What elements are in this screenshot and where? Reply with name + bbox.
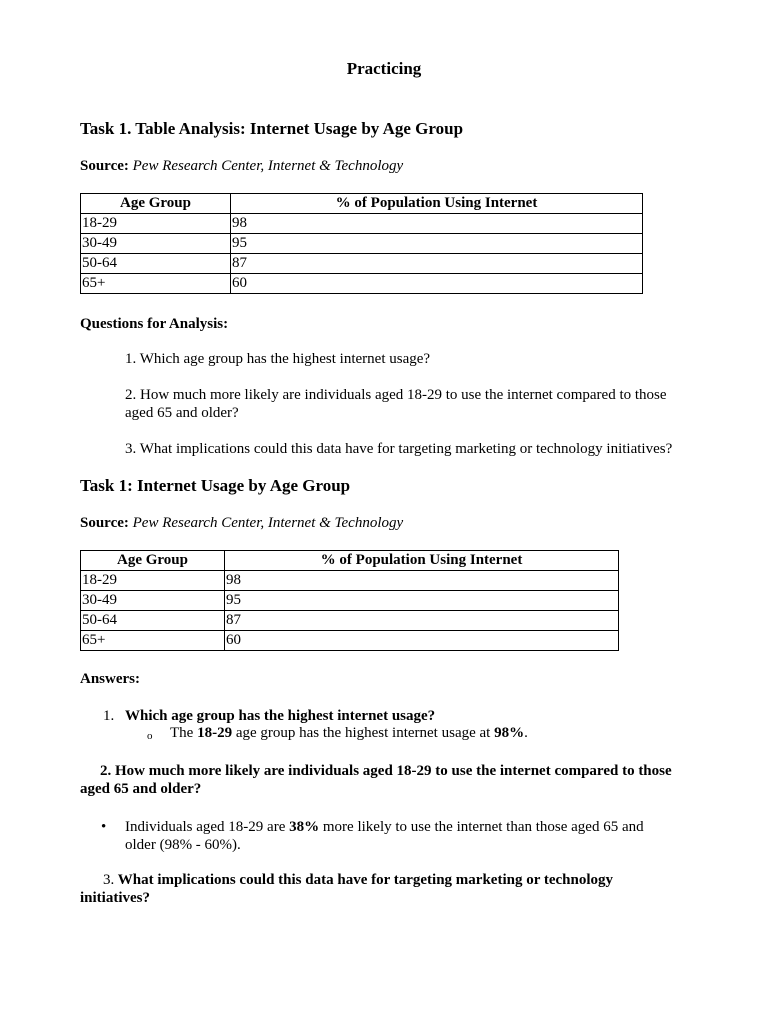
- table-cell: 87: [231, 254, 643, 274]
- answer-bold-part: 38%: [289, 819, 320, 835]
- table-cell: 50-64: [81, 254, 231, 274]
- table-row: [81, 631, 619, 651]
- question-item: 3. What implications could this data have for targeting marketing or technology initiatives?: [125, 441, 673, 457]
- document-title: Practicing: [346, 59, 422, 78]
- circle-bullet-icon: o: [147, 730, 153, 742]
- answers-heading: Answers:: [80, 671, 140, 687]
- answer-text-part: Individuals aged 18-29 are: [125, 819, 290, 835]
- bullet-icon: •: [101, 819, 107, 835]
- table-cell: 30-49: [81, 234, 231, 254]
- answer3-question-text: What implications could this data have for targeting marketing or technology initiatives?: [80, 872, 614, 906]
- table-cell: 87: [225, 611, 619, 631]
- answer-text-part: .: [524, 725, 528, 741]
- table-row: [81, 571, 619, 591]
- column-header: Age Group: [81, 551, 225, 571]
- table-cell: 60: [231, 274, 643, 294]
- answer3-question: [80, 871, 640, 907]
- column-header: Age Group: [81, 194, 231, 214]
- answer-text-part: more likely to use the internet than those aged 65 and older (98% - 60%).: [125, 819, 644, 853]
- questions-heading: Questions for Analysis:: [80, 316, 229, 332]
- question-item: 2. How much more likely are individuals aged 18-29 to use the internet compared to those aged 65 and older?: [125, 387, 667, 421]
- table-cell: 30-49: [81, 591, 225, 611]
- table-cell: 65+: [81, 274, 231, 294]
- column-header: % of Population Using Internet: [231, 194, 643, 214]
- answer2-text: [125, 818, 665, 854]
- table-row: [81, 274, 643, 294]
- table-cell: 98: [225, 571, 619, 591]
- table-cell: 18-29: [81, 214, 231, 234]
- table-cell: 98: [231, 214, 643, 234]
- table-cell: 95: [231, 234, 643, 254]
- table-cell: 95: [225, 591, 619, 611]
- table-row: [81, 611, 619, 631]
- task1b-table: [80, 550, 619, 651]
- task1-table: [80, 193, 643, 294]
- table-header-row: [81, 194, 643, 214]
- table-row: [81, 234, 643, 254]
- answer-bold-part: 98%: [494, 725, 525, 741]
- answer1-question: Which age group has the highest internet usage?: [125, 708, 436, 724]
- task1b-heading: Task 1: Internet Usage by Age Group: [80, 476, 351, 495]
- answer-bold-part: 18-29: [197, 725, 233, 741]
- answer1-number: 1.: [103, 708, 115, 724]
- table-cell: 60: [225, 631, 619, 651]
- task1b-source: [80, 514, 403, 532]
- task1-heading: Task 1. Table Analysis: Internet Usage by Age Group: [80, 119, 464, 138]
- source-label: Source:: [80, 515, 129, 531]
- table-cell: 65+: [81, 631, 225, 651]
- source-value: Pew Research Center, Internet & Technology: [132, 158, 404, 174]
- source-value: Pew Research Center, Internet & Technology: [132, 515, 404, 531]
- column-header: % of Population Using Internet: [225, 551, 619, 571]
- table-cell: 18-29: [81, 571, 225, 591]
- table-row: [81, 254, 643, 274]
- table-row: [81, 591, 619, 611]
- answer-text-part: age group has the highest internet usage at: [232, 725, 495, 741]
- answer3-number: 3.: [103, 872, 115, 888]
- answer2-question: 2. How much more likely are individuals aged 18-29 to use the internet compared to those aged 65 and older?: [80, 763, 672, 797]
- task1-source: [80, 157, 403, 175]
- table-row: [81, 214, 643, 234]
- table-header-row: [81, 551, 619, 571]
- source-label: Source:: [80, 158, 129, 174]
- question-item: 1. Which age group has the highest internet usage?: [125, 351, 431, 367]
- answer-text-part: The: [170, 725, 198, 741]
- table-cell: 50-64: [81, 611, 225, 631]
- answer1-text: [170, 724, 528, 742]
